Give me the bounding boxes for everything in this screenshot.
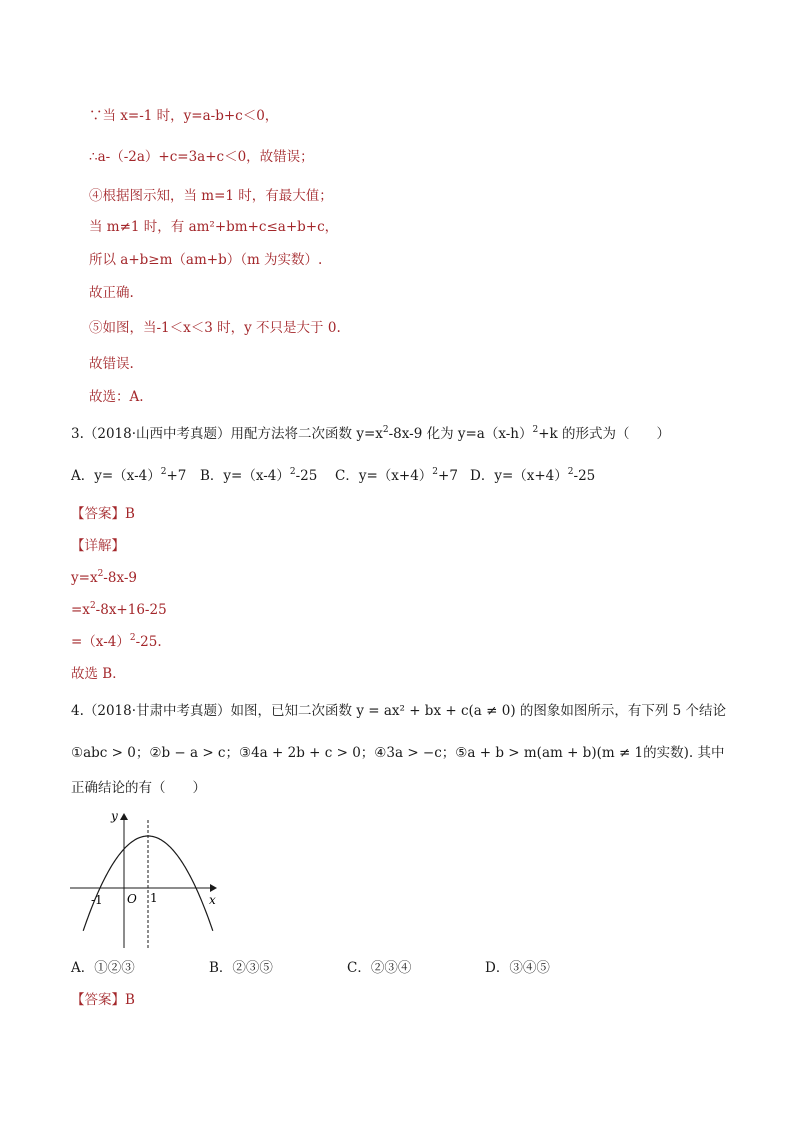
q3-stem-part1: 3.（2018·山西中考真题）用配方法将二次函数 y=x xyxy=(71,426,383,442)
q3-stem-sup1: 2 xyxy=(382,425,389,435)
q4-option-d: D．③④⑤ xyxy=(485,960,550,976)
q3-option-c xyxy=(335,467,458,485)
solution-line-3: ④根据图示知，当 m=1 时，有最大值； xyxy=(89,188,333,204)
minus-one-label: -1 xyxy=(91,893,103,907)
q3-option-b-sup: 2 xyxy=(289,467,296,477)
q3-step-2-pre: =x xyxy=(71,602,90,618)
solution-line-9: 故选：A. xyxy=(89,389,144,405)
q3-answer-label: 【答案】B xyxy=(71,506,135,522)
q3-option-d-sup: 2 xyxy=(567,467,574,477)
solution-line-7: ⑤如图，当-1＜x＜3 时，y 不只是大于 0. xyxy=(89,320,341,336)
q4-option-c: C．②③④ xyxy=(347,960,412,976)
q3-option-c-pre: C．y=（x+4） xyxy=(335,468,433,484)
q3-option-d-pre: D．y=（x+4） xyxy=(470,468,568,484)
q3-step-2-sup: 2 xyxy=(89,601,96,611)
q3-step-3-sup: 2 xyxy=(129,633,136,643)
q4-stem-line1: 4.（2018·甘肃中考真题）如图，已知二次函数 y = ax² + bx + c(a ≠ 0) 的图象如图所示，有下列 5 个结论 xyxy=(71,703,727,719)
q4-stem-line3: 正确结论的有（ ） xyxy=(71,780,206,796)
q3-option-b-pre: B．y=（x-4） xyxy=(200,468,290,484)
q3-option-a-post: +7 xyxy=(166,468,187,484)
q3-step-1 xyxy=(71,569,137,587)
q4-parabola-graph xyxy=(66,806,236,956)
q3-stem-part3: +k 的形式为（ ） xyxy=(538,426,671,442)
q3-stem-part2: -8x-9 化为 y=a（x-h） xyxy=(388,426,533,442)
q3-option-d xyxy=(470,467,595,485)
origin-label: O xyxy=(127,892,137,906)
q3-stem xyxy=(71,425,670,443)
q3-stem-sup2: 2 xyxy=(532,425,539,435)
q3-step-3 xyxy=(71,633,162,651)
q3-step-3-pre: =（x-4） xyxy=(71,634,130,650)
y-axis-label: y xyxy=(111,809,118,823)
x-axis-label: x xyxy=(209,893,216,907)
q4-option-a: A．①②③ xyxy=(71,960,135,976)
q3-step-1-pre: y=x xyxy=(71,570,98,586)
q3-option-d-post: -25 xyxy=(573,468,596,484)
q3-option-a xyxy=(71,467,186,485)
q3-option-b xyxy=(200,467,317,485)
solution-line-6: 故正确. xyxy=(89,285,134,301)
q3-option-c-sup: 2 xyxy=(432,467,439,477)
q4-stem-line2: ①abc > 0；②b − a > c；③4a + 2b + c > 0；④3a > −c；⑤a + b > m(am + b)(m ≠ 1的实数). 其中 xyxy=(71,745,725,761)
q3-step-3-post: -25. xyxy=(135,634,162,650)
q3-step-2-post: -8x+16-25 xyxy=(95,602,167,618)
q3-option-a-pre: A．y=（x-4） xyxy=(71,468,161,484)
solution-line-1: ∵当 x=-1 时，y=a-b+c＜0， xyxy=(89,108,279,124)
solution-line-8: 故错误. xyxy=(89,356,134,372)
q3-final: 故选 B． xyxy=(71,666,126,682)
one-label: 1 xyxy=(150,891,158,905)
q3-option-b-post: -25 xyxy=(295,468,318,484)
q3-detail-label: 【详解】 xyxy=(71,538,125,554)
solution-line-5: 所以 a+b≥m（am+b）（m 为实数）. xyxy=(89,252,323,268)
q3-step-1-sup: 2 xyxy=(97,569,104,579)
q3-step-2 xyxy=(71,601,167,619)
solution-line-2: ∴a-（-2a）+c=3a+c＜0，故错误； xyxy=(89,149,314,165)
q3-option-c-post: +7 xyxy=(438,468,458,484)
q3-option-a-sup: 2 xyxy=(160,467,167,477)
q4-option-b: B．②③⑤ xyxy=(209,960,273,976)
q4-answer-label: 【答案】B xyxy=(71,992,135,1008)
solution-line-4: 当 m≠1 时，有 am²+bm+c≤a+b+c， xyxy=(89,219,339,235)
q3-step-1-post: -8x-9 xyxy=(103,570,137,586)
